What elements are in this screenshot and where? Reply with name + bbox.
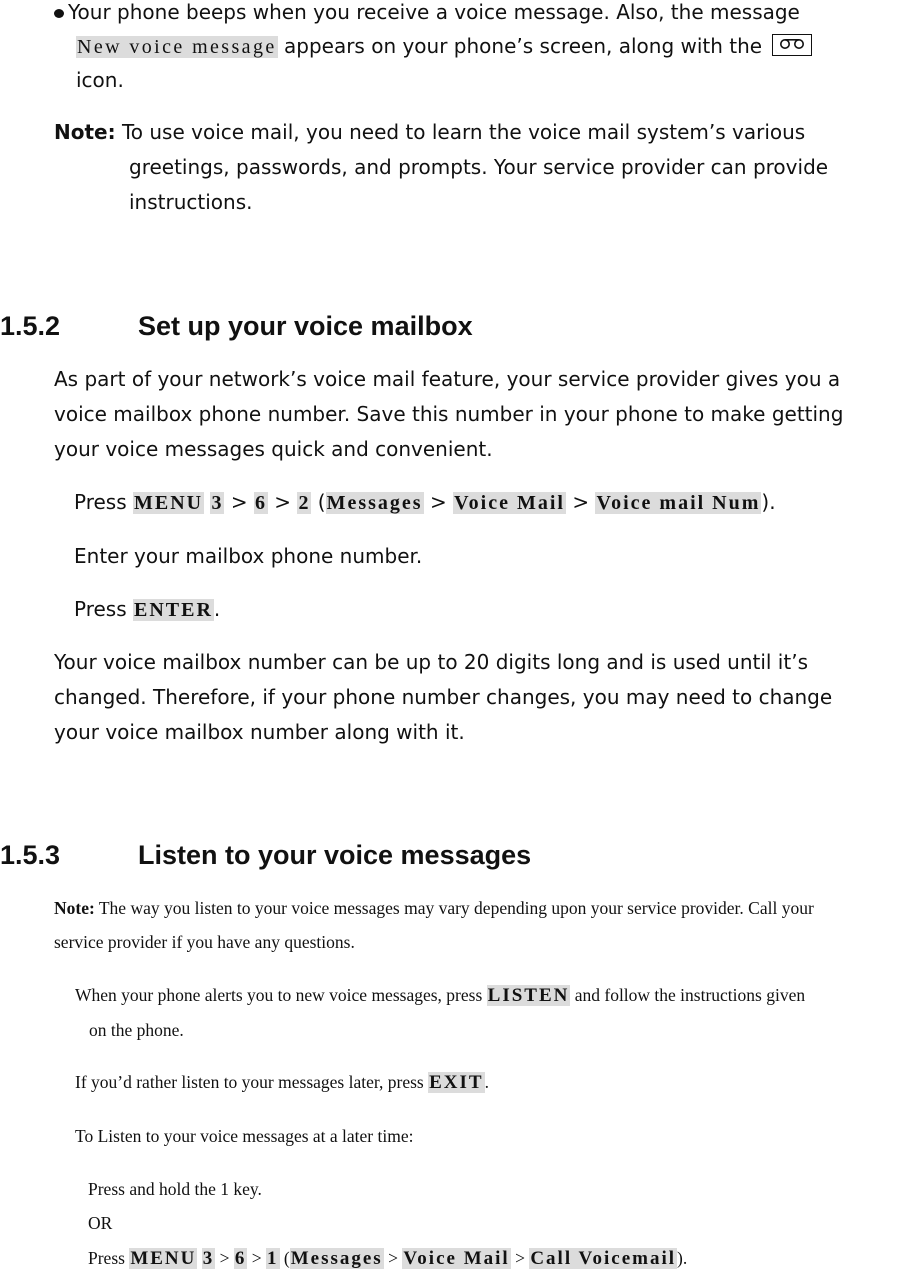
- menu-key: MENU: [134, 492, 204, 514]
- exit-key: EXIT: [429, 1072, 484, 1093]
- item-1-line-2: on the phone.: [89, 1020, 184, 1040]
- step-2: Enter your mailbox phone number.: [74, 544, 423, 568]
- section-title-152: Set up your voice mailbox: [138, 311, 473, 341]
- section-title-153: Listen to your voice messages: [138, 840, 532, 870]
- note-line-2: greetings, passwords, and prompts. Your service provider can provide: [129, 155, 829, 179]
- call-voicemail-menu-item: Call Voicemail: [530, 1248, 677, 1269]
- step-1: Press MENU 3 > 6 > 2 (Messages > Voice Mail > Voice mail Num).: [74, 490, 776, 514]
- key-6: 6: [254, 492, 267, 514]
- bullet-line-3: icon.: [76, 68, 124, 92]
- outro-line-2: changed. Therefore, if your phone number changes, you may need to change: [54, 685, 833, 709]
- note2-line-1: Note: The way you listen to your voice messages may vary depending upon your service provider. Call your: [54, 898, 814, 918]
- key-6-b: 6: [234, 1248, 247, 1269]
- sub-step-2: Press MENU 3 > 6 > 1 (Messages > Voice Mail > Call Voicemail).: [88, 1248, 688, 1269]
- voice-mail-menu-item-2: Voice Mail: [403, 1248, 510, 1269]
- messages-menu-item-2: Messages: [290, 1248, 383, 1269]
- key-3: 3: [211, 492, 224, 514]
- new-voice-message-screen-text: New voice message: [77, 36, 277, 58]
- key-3-b: 3: [202, 1248, 215, 1269]
- section-number-152: 1.5.2: [0, 311, 61, 341]
- item-1-line-1: When your phone alerts you to new voice messages, press LISTEN and follow the instructions given: [75, 985, 806, 1006]
- menu-key-2: MENU: [130, 1248, 197, 1269]
- outro-line-3: your voice mailbox number along with it.: [54, 720, 465, 744]
- listen-key: LISTEN: [487, 985, 570, 1006]
- enter-key: ENTER: [134, 599, 213, 621]
- note2-line-2: service provider if you have any questions.: [54, 932, 355, 952]
- note-line-1: Note: To use voice mail, you need to learn the voice mail system’s various: [54, 120, 806, 144]
- voice-mail-num-menu-item: Voice mail Num: [596, 492, 761, 514]
- bullet-line-2: New voice message appears on your phone’s screen, along with the: [76, 34, 812, 59]
- note2-label: Note:: [54, 898, 95, 918]
- intro-line-1: As part of your network’s voice mail feature, your service provider gives you a: [54, 367, 841, 391]
- key-2: 2: [298, 492, 311, 514]
- intro-line-3: your voice messages quick and convenient.: [54, 437, 493, 461]
- step-3: Press ENTER.: [74, 597, 221, 621]
- sub-step-1: Press and hold the 1 key.: [88, 1179, 262, 1199]
- voicemail-icon: [772, 34, 812, 56]
- voice-mail-menu-item: Voice Mail: [454, 492, 565, 514]
- outro-line-1: Your voice mailbox number can be up to 20 digits long and is used until it’s: [54, 650, 808, 674]
- key-1: 1: [267, 1248, 279, 1269]
- intro-line-2: voice mailbox phone number. Save this number in your phone to make getting: [54, 402, 844, 426]
- bullet-icon: [54, 9, 64, 18]
- note-label: Note:: [54, 120, 116, 144]
- bullet-line-1: Your phone beeps when you receive a voice message. Also, the message: [54, 0, 800, 24]
- section-number-153: 1.5.3: [0, 840, 61, 870]
- messages-menu-item: Messages: [326, 492, 423, 514]
- item-2: If you’d rather listen to your messages later, press EXIT.: [75, 1072, 489, 1093]
- item-3: To Listen to your voice messages at a later time:: [75, 1126, 414, 1146]
- sub-step-or: OR: [88, 1213, 113, 1233]
- note-line-3: instructions.: [129, 190, 253, 214]
